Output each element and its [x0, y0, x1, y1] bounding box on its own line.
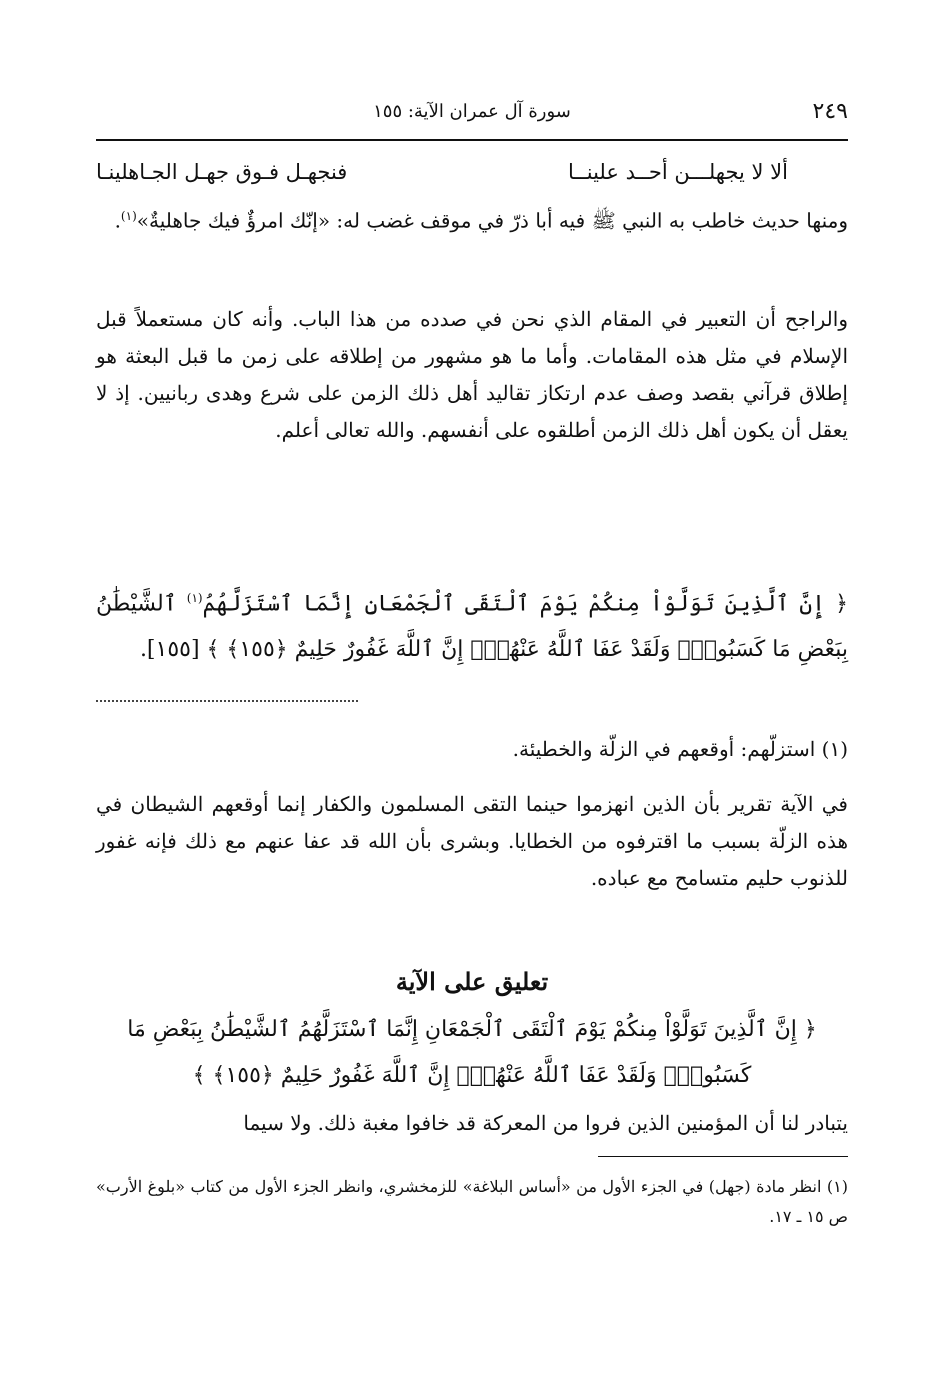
quran-verse-block — [96, 575, 848, 673]
footnote-divider — [598, 1156, 848, 1157]
quran-verse-part-2: ٱلشَّيْطَٰنُ بِبَعْضِ مَا كَسَبُواْۖ وَلَقَدْ عَفَا ٱللَّهُ عَنْهُمْۗ إِنَّ ٱللَّهَ غَفُورٌ حَلِيمٌ ﴿١٥٥﴾ ﴾ [١٥٥]. — [96, 591, 848, 663]
header-divider — [96, 139, 848, 141]
running-header-title: سورة آل عمران الآية: ١٥٥ — [373, 101, 571, 122]
quran-verse-centered: ﴿ إِنَّ ٱلَّذِينَ تَوَلَّوْاْ مِنكُمْ يَوْمَ ٱلْتَقَى ٱلْجَمْعَانِ إِنَّمَا ٱسْتَزَلَّهُمُ ٱلشَّيْطَٰنُ بِبَعْضِ مَا كَسَبُواْۖ وَلَقَدْ عَفَا ٱللَّهُ عَنْهُمْۗ إِنَّ ٱللَّهَ غَفُورٌ حَلِيمٌ ﴿١٥٥﴾ ﴾ — [127, 1017, 817, 1088]
footnote-ref: (١) — [120, 209, 137, 223]
poem-hemistich-first: ألا لا يجهلـــن أحــد علينــا — [568, 160, 788, 184]
poem-hemistich-second: فنجهـل فـوق جهـل الجـاهلينـا — [96, 160, 348, 184]
paragraph-continuation: يتبادر لنا أن المؤمنين الذين فروا من المعركة قد خافوا مغبة ذلك. ولا سيما — [243, 1111, 848, 1135]
paragraph-hadith-text: ومنها حديث خاطب به النبي ﷺ فيه أبا ذرّ في موقف غضب له: «إنّك امرؤٌ فيك جاهليةٌ» — [136, 208, 848, 233]
paragraph-commentary: في الآية تقرير بأن الذين انهزموا حينما التقى المسلمون والكفار إنما أوقعهم الشيطان في هذه الزلّة بسبب ما اقترفوه من الخطايا. وبشرى بأن الله قد عفا عنهم مع ذلك فإنه غفور للذنوب حليم متسامح مع عباده. — [96, 792, 848, 890]
paragraph-hadith-end: . — [114, 208, 121, 233]
quran-footnote-ref: (١) — [186, 591, 203, 605]
footnote-text: (١) انظر مادة (جهل) في الجزء الأول من «أساس البلاغة» للزمخشري، وانظر الجزء الأول من كتاب «بلوغ الأرب» ص ١٥ ـ ١٧. — [96, 1177, 848, 1226]
paragraph-explanation: والراجح أن التعبير في المقام الذي نحن في صدده من هذا الباب. وأنه كان مستعملاً قبل الإسلام في مثل هذه المقامات. وأما ما هو مشهور من إطلاقه على زمن ما قبل البعثة هو إطلاق قرآني بقصد وصف عدم ارتكاز تقاليد أهل ذلك الزمن على شرع وهدى ربانيين. إذ لا يعقل أن يكون أهل ذلك الزمن أطلقوه على أنفسهم. والله تعالى أعلم. — [96, 307, 848, 442]
word-note: (١) استزلّهم: أوقعهم في الزلّة والخطيئة. — [512, 737, 848, 761]
quran-verse-part-1: ﴿ إِنَّ ٱلَّذِينَ تَوَلَّوْاْ مِنكُمْ يَوْمَ ٱلْتَقَى ٱلْجَمْعَانِ إِنَّمَا ٱسْتَزَلَّهُمُ — [202, 591, 848, 617]
section-heading: تعليق على الآية — [395, 967, 549, 996]
page-number: ٢٤٩ — [812, 99, 848, 124]
dotted-separator — [96, 700, 358, 702]
paragraph-hadith — [96, 198, 848, 240]
poem-verse — [96, 160, 848, 196]
book-page — [96, 95, 848, 1355]
